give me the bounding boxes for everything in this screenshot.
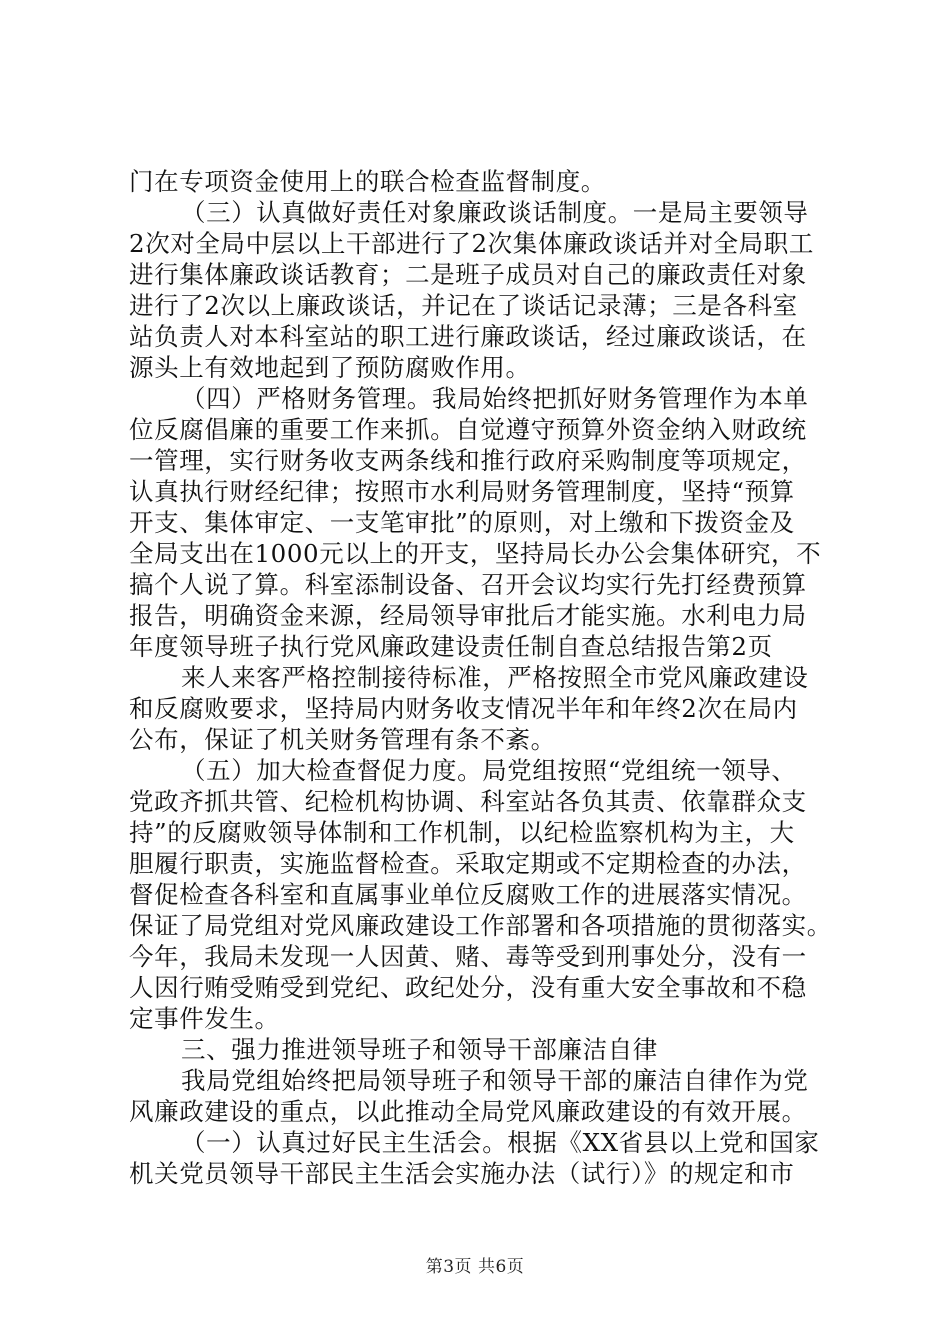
text-line: 报告，明确资金来源，经局领导审批后才能实施。水利电力局 <box>129 601 807 630</box>
text-line: 2次对全局中层以上干部进行了2次集体廉政谈话并对全局职工 <box>129 229 814 258</box>
section-heading: 三、强力推进领导班子和领导干部廉洁自律 <box>181 1035 658 1064</box>
text-line: 一管理，实行财务收支两条线和推行政府采购制度等项规定， <box>129 446 807 475</box>
text-line: （四）严格财务管理。我局始终把抓好财务管理作为本单 <box>181 384 809 413</box>
text-line: 定事件发生。 <box>129 1004 280 1033</box>
text-line: （一）认真过好民主生活会。根据《XX省县以上党和国家 <box>181 1128 820 1157</box>
text-line: 开支、集体审定、一支笔审批”的原则，对上缴和下拨资金及 <box>129 508 795 537</box>
text-line: 源头上有效地起到了预防腐败作用。 <box>129 353 531 382</box>
text-line: 搞个人说了算。科室添制设备、召开会议均实行先打经费预算 <box>129 570 807 599</box>
text-line: 进行了2次以上廉政谈话，并记在了谈话记录薄；三是各科室 <box>129 291 798 320</box>
text-line: 来人来客严格控制接待标准，严格按照全市党风廉政建设 <box>181 663 809 692</box>
text-line: 年度领导班子执行党风廉政建设责任制自查总结报告第2页 <box>129 632 773 661</box>
text-line: 站负责人对本科室站的职工进行廉政谈话，经过廉政谈话，在 <box>129 322 807 351</box>
text-line: 胆履行职责，实施监督检查。采取定期或不定期检查的办法， <box>129 849 807 878</box>
text-line: 我局党组始终把局领导班子和领导干部的廉洁自律作为党 <box>181 1066 809 1095</box>
text-line: 人因行贿受贿受到党纪、政纪处分，没有重大安全事故和不稳 <box>129 973 807 1002</box>
text-line: （三）认真做好责任对象廉政谈话制度。一是局主要领导 <box>181 198 809 227</box>
text-line: 机关党员领导干部民主生活会实施办法（试行）》的规定和市 <box>129 1159 795 1188</box>
text-line: 今年，我局未发现一人因黄、赌、毒等受到刑事处分，没有一 <box>129 942 807 971</box>
text-line: 位反腐倡廉的重要工作来抓。自觉遵守预算外资金纳入财政统 <box>129 415 807 444</box>
text-line: 风廉政建设的重点，以此推动全局党风廉政建设的有效开展。 <box>129 1097 807 1126</box>
text-line: 进行集体廉政谈话教育；二是班子成员对自己的廉政责任对象 <box>129 260 807 289</box>
text-line: 公布，保证了机关财务管理有条不紊。 <box>129 725 556 754</box>
text-line: 认真执行财经纪律；按照市水利局财务管理制度，坚持“预算 <box>129 477 795 506</box>
text-line: 全局支出在1000元以上的开支，坚持局长办公会集体研究，不 <box>129 539 822 568</box>
text-line: 党政齐抓共管、纪检机构协调、科室站各负其责、依靠群众支 <box>129 787 807 816</box>
page-indicator: 第3页 共6页 <box>425 1257 525 1277</box>
page-footer <box>0 1255 950 1279</box>
text-line: （五）加大检查督促力度。局党组按照“党组统一领导、 <box>181 756 797 785</box>
text-line: 保证了局党组对党风廉政建设工作部署和各项措施的贯彻落实。 <box>129 911 832 940</box>
text-line: 门在专项资金使用上的联合检查监督制度。 <box>129 167 606 196</box>
text-line: 和反腐败要求，坚持局内财务收支情况半年和年终2次在局内 <box>129 694 798 723</box>
text-line: 持”的反腐败领导体制和工作机制，以纪检监察机构为主，大 <box>129 818 795 847</box>
text-line: 督促检查各科室和直属事业单位反腐败工作的进展落实情况。 <box>129 880 807 909</box>
